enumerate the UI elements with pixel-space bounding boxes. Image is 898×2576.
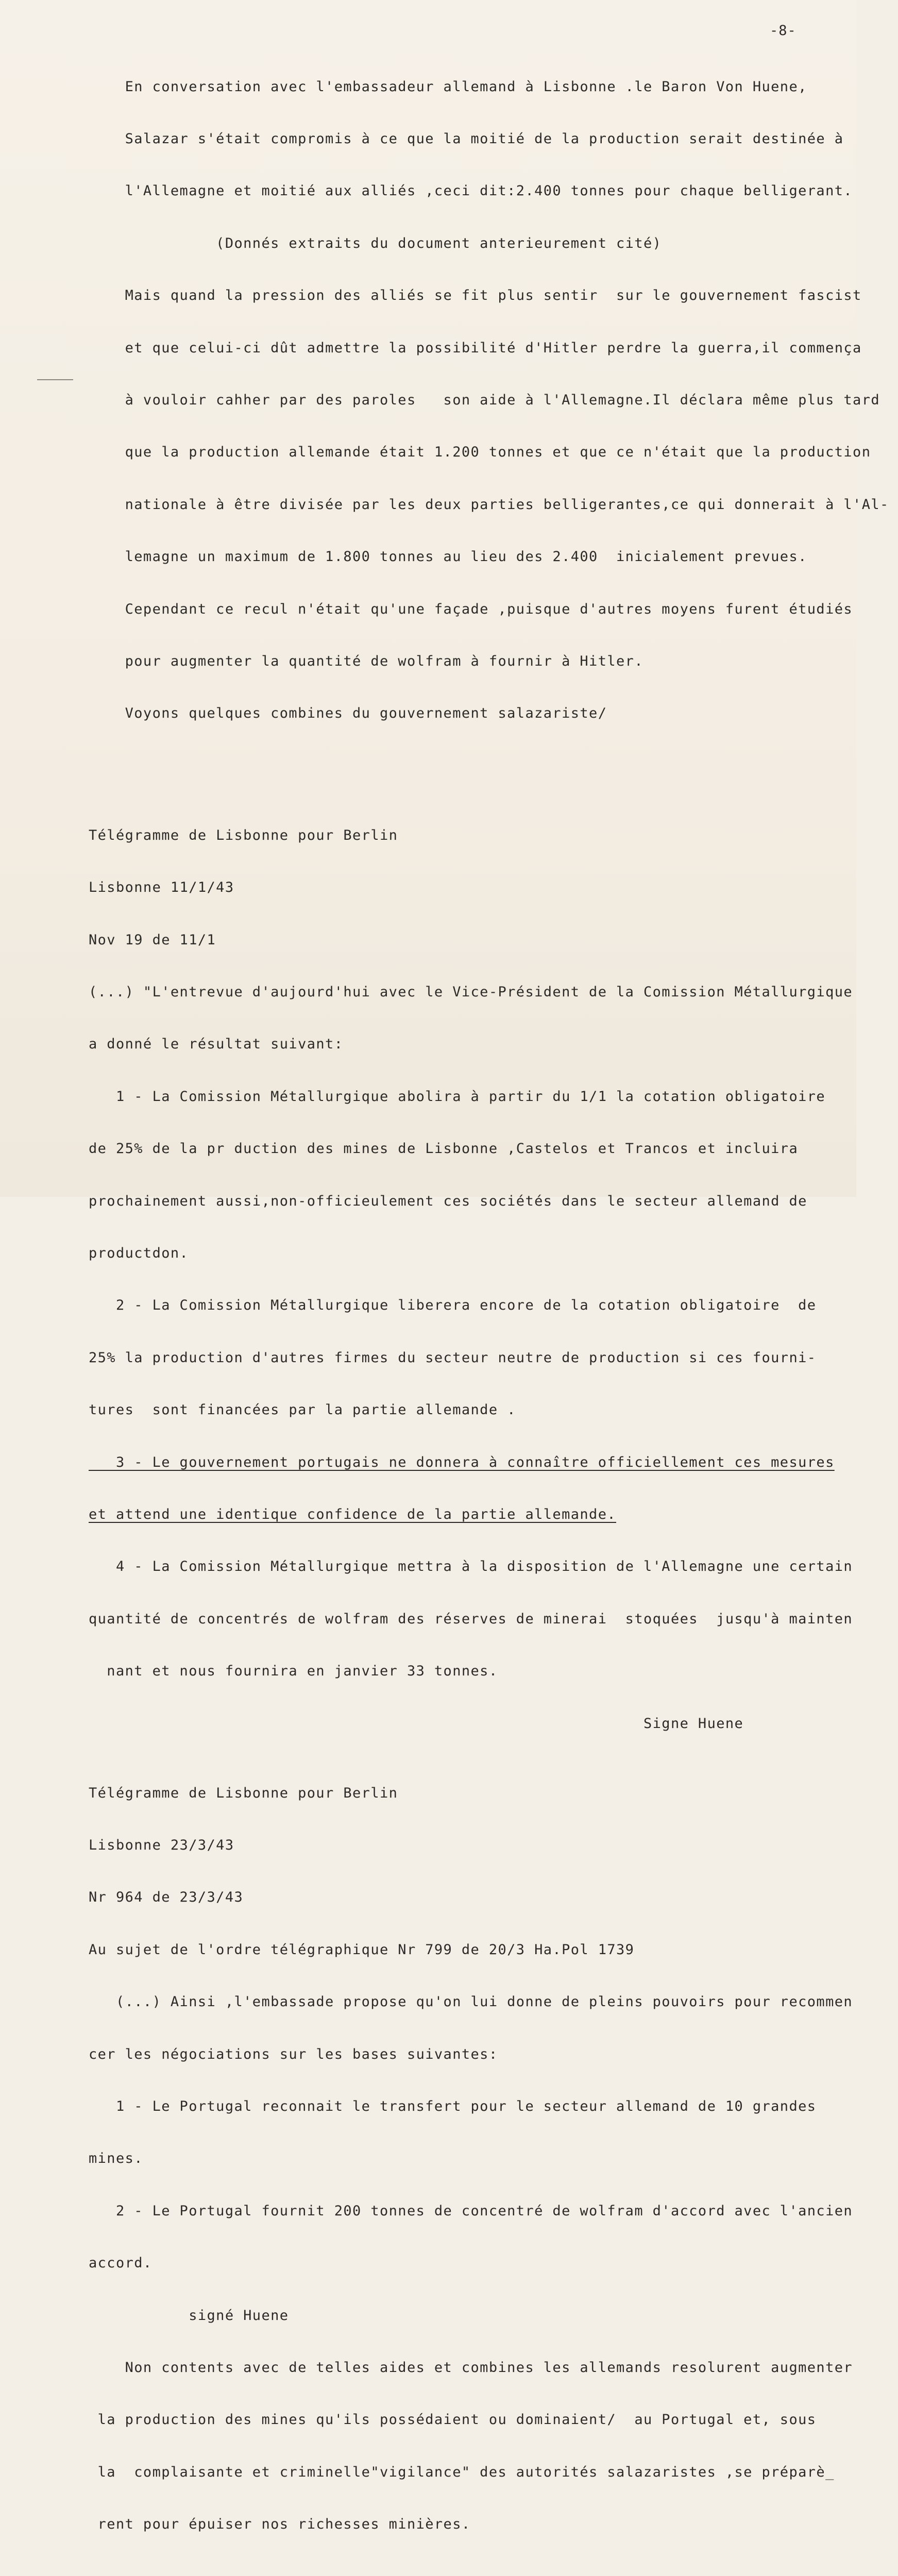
- signature-line: Signe Huene: [89, 1715, 744, 1732]
- telegram-line: 4 - La Comission Métallurgique mettra à la disposition de l'Allemagne une certain: [89, 1558, 853, 1575]
- text-line: lemagne un maximum de 1.800 tonnes au lieu des 2.400 inicialement prevues.: [89, 549, 807, 565]
- document-body: [89, 43, 889, 2576]
- text-line: à vouloir cahher par des paroles son aide à l'Allemagne.Il déclara même plus tard: [89, 392, 880, 408]
- telegram-line: productdon.: [89, 1245, 189, 1261]
- telegram-line: a donné le résultat suivant:: [89, 1036, 344, 1053]
- telegram-line: accord.: [89, 2255, 153, 2272]
- telegram-line: cer les négociations sur les bases suivantes:: [89, 2046, 498, 2062]
- telegram-line: (...) Ainsi ,l'embassade propose qu'on lui donne de pleins pouvoirs pour recommen: [89, 1994, 853, 2010]
- telegram-line: 25% la production d'autres firmes du secteur neutre de production si ces fourni-: [89, 1349, 817, 1366]
- text-line: et que celui-ci dût admettre la possibilité d'Hitler perdre la guerra,il commença: [89, 340, 862, 356]
- text-line: nationale à être divisée par les deux parties belligerantes,ce qui donnerait à l'Al-: [89, 496, 889, 513]
- text-line: que la production allemande était 1.200 tonnes et que ce n'était que la production: [89, 444, 871, 461]
- telegram-line: Lisbonne 11/1/43: [89, 879, 234, 896]
- telegram-line: Télégramme de Lisbonne pour Berlin: [89, 1785, 398, 1801]
- text-line: la production des mines qu'ils possédaient ou dominaient/ au Portugal et, sous: [89, 2412, 817, 2428]
- telegram-line: 1 - La Comission Métallurgique abolira à partir du 1/1 la cotation obligatoire: [89, 1088, 826, 1105]
- page-number: -8-: [770, 23, 797, 39]
- margin-dash-mark: [37, 379, 73, 380]
- telegram-line: quantité de concentrés de wolfram des réserves de minerai stoquées jusqu'à mainten: [89, 1611, 853, 1627]
- telegram-line: de 25% de la pr duction des mines de Lisbonne ,Castelos et Trancos et incluira: [89, 1141, 799, 1157]
- telegram-line: 2 - La Comission Métallurgique liberera encore de la cotation obligatoire de: [89, 1297, 817, 1314]
- telegram-line: Lisbonne 23/3/43: [89, 1837, 234, 1854]
- telegram-line: 2 - Le Portugal fournit 200 tonnes de concentré de wolfram d'accord avec l'ancien: [89, 2202, 853, 2219]
- text-line: la complaisante et criminelle"vigilance" des autorités salazaristes ,se préparè_: [89, 2464, 835, 2480]
- signature-line: signé Huene: [89, 2307, 289, 2324]
- text-line: En conversation avec l'embassadeur allemand à Lisbonne .le Baron Von Huene,: [89, 78, 807, 95]
- telegram-line: Au sujet de l'ordre télégraphique Nr 799 de 20/3 Ha.Pol 1739: [89, 1941, 635, 1958]
- blank-line: [89, 757, 846, 775]
- telegram-line: mines.: [89, 2150, 143, 2167]
- telegram-line: prochainement aussi,non-officieulement ces sociétés dans le secteur allemand de: [89, 1193, 807, 1209]
- underlined-line: et attend une identique confidence de la partie allemande.: [89, 1506, 617, 1522]
- text-line: rent pour épuiser nos richesses minières.: [89, 2516, 471, 2533]
- telegram-line: Télégramme de Lisbonne pour Berlin: [89, 827, 398, 843]
- text-line: Voyons quelques combines du gouvernement salazariste/: [89, 705, 607, 722]
- text-line: Mais quand la pression des alliés se fit plus sentir sur le gouvernement fascist: [89, 287, 862, 304]
- text-line: Non contents avec de telles aides et combines les allemands resolurent augmenter: [89, 2359, 853, 2376]
- text-line: Cependant ce recul n'était qu'une façade ,puisque d'autres moyens furent étudiés: [89, 601, 853, 617]
- telegram-line: Nov 19 de 11/1: [89, 931, 216, 948]
- telegram-line: nant et nous fournira en janvier 33 tonnes.: [89, 1663, 498, 1680]
- telegram-line: (...) "L'entrevue d'aujourd'hui avec le Vice-Président de la Comission Métallurgique: [89, 984, 853, 1001]
- telegram-line: tures sont financées par la partie allemande .: [89, 1402, 516, 1418]
- text-line: Salazar s'était compromis à ce que la moitié de la production serait destinée à: [89, 130, 844, 147]
- text-line: l'Allemagne et moitié aux alliés ,ceci dit:2.400 tonnes pour chaque belligerant.: [89, 183, 853, 199]
- telegram-line: 1 - Le Portugal reconnait le transfert pour le secteur allemand de 10 grandes: [89, 2098, 817, 2115]
- text-line: pour augmenter la quantité de wolfram à fournir à Hitler.: [89, 653, 643, 669]
- text-line: (Donnés extraits du document anterieurement cité): [89, 235, 662, 251]
- underlined-line: 3 - Le gouvernement portugais ne donnera à connaître officiellement ces mesures: [89, 1454, 835, 1470]
- telegram-line: Nr 964 de 23/3/43: [89, 1889, 244, 1906]
